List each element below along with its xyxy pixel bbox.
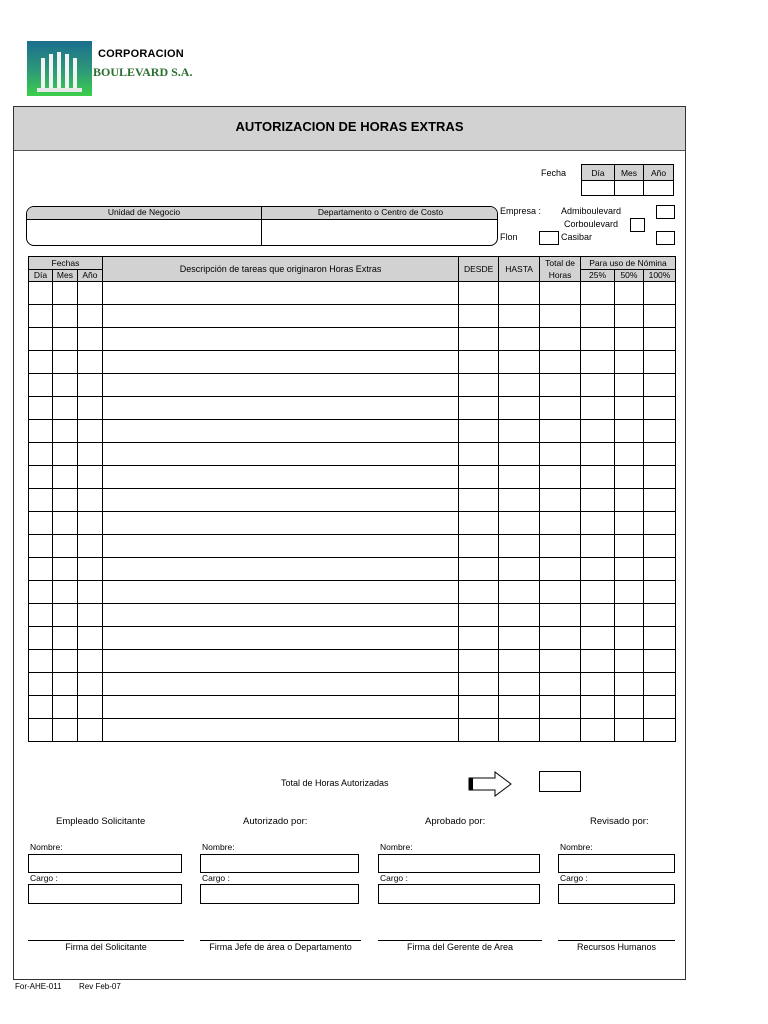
to-cell[interactable] xyxy=(499,420,540,443)
day-cell[interactable] xyxy=(29,282,53,305)
description-cell[interactable] xyxy=(102,581,458,604)
signature-line: Firma Jefe de área o Departamento xyxy=(200,940,361,952)
year-cell[interactable] xyxy=(77,673,102,696)
pct100-cell[interactable] xyxy=(643,719,675,742)
year-cell[interactable] xyxy=(77,305,102,328)
department-field[interactable] xyxy=(264,221,496,245)
pct100-cell[interactable] xyxy=(643,489,675,512)
pct50-cell[interactable] xyxy=(614,696,643,719)
table-row xyxy=(29,512,676,535)
total-cell[interactable] xyxy=(540,397,581,420)
total-cell[interactable] xyxy=(540,466,581,489)
total-cell[interactable] xyxy=(540,512,581,535)
day-cell[interactable] xyxy=(29,535,53,558)
total-cell[interactable] xyxy=(540,282,581,305)
name-label: Nombre: xyxy=(202,842,235,852)
position-field[interactable] xyxy=(558,884,675,904)
description-cell[interactable] xyxy=(102,489,458,512)
pct25-cell[interactable] xyxy=(581,305,615,328)
table-row xyxy=(29,489,676,512)
pct25-cell[interactable] xyxy=(581,673,615,696)
description-cell[interactable] xyxy=(102,627,458,650)
year-cell[interactable] xyxy=(77,443,102,466)
month-cell[interactable] xyxy=(52,650,77,673)
company-name-line2: BOULEVARD S.A. xyxy=(93,65,193,79)
pct100-cell[interactable] xyxy=(643,535,675,558)
description-cell[interactable] xyxy=(102,696,458,719)
table-row xyxy=(29,581,676,604)
month-cell[interactable] xyxy=(52,351,77,374)
year-cell[interactable] xyxy=(77,420,102,443)
signature-role: Aprobado por: xyxy=(425,816,486,827)
date-day-header: Día xyxy=(582,165,615,181)
pct100-cell[interactable] xyxy=(643,443,675,466)
pct25-cell[interactable] xyxy=(581,604,615,627)
day-cell[interactable] xyxy=(29,650,53,673)
description-cell[interactable] xyxy=(102,466,458,489)
total-cell[interactable] xyxy=(540,443,581,466)
day-cell[interactable] xyxy=(29,420,53,443)
month-cell[interactable] xyxy=(52,581,77,604)
table-row xyxy=(29,558,676,581)
pct100-cell[interactable] xyxy=(643,673,675,696)
day-cell[interactable] xyxy=(29,374,53,397)
description-header: Descripción de tareas que originaron Horas Extras xyxy=(102,257,458,282)
day-cell[interactable] xyxy=(29,627,53,650)
year-cell[interactable] xyxy=(77,374,102,397)
month-cell[interactable] xyxy=(52,374,77,397)
year-cell[interactable] xyxy=(77,512,102,535)
description-cell[interactable] xyxy=(102,305,458,328)
month-cell[interactable] xyxy=(52,443,77,466)
table-row xyxy=(29,650,676,673)
table-row xyxy=(29,420,676,443)
form-title: AUTORIZACION DE HORAS EXTRAS xyxy=(235,119,464,134)
description-cell[interactable] xyxy=(102,420,458,443)
pct50-cell[interactable] xyxy=(614,374,643,397)
pct25-cell[interactable] xyxy=(581,512,615,535)
month-cell[interactable] xyxy=(52,397,77,420)
to-cell[interactable] xyxy=(499,581,540,604)
to-header: HASTA xyxy=(499,257,540,282)
total-cell[interactable] xyxy=(540,627,581,650)
pct50-cell[interactable] xyxy=(614,719,643,742)
date-label: Fecha xyxy=(541,168,567,178)
pct25-cell[interactable] xyxy=(581,535,615,558)
total-cell[interactable] xyxy=(540,650,581,673)
admiboulevard-checkbox[interactable] xyxy=(656,205,675,219)
table-row xyxy=(29,604,676,627)
month-cell[interactable] xyxy=(52,282,77,305)
position-label: Cargo : xyxy=(560,873,588,883)
pct25-cell[interactable] xyxy=(581,696,615,719)
pct100-cell[interactable] xyxy=(643,627,675,650)
dates-header: Fechas xyxy=(29,257,103,270)
description-cell[interactable] xyxy=(102,535,458,558)
table-row xyxy=(29,282,676,305)
total-cell[interactable] xyxy=(540,374,581,397)
pct50-cell[interactable] xyxy=(614,282,643,305)
pct25-cell[interactable] xyxy=(581,282,615,305)
year-cell[interactable] xyxy=(77,719,102,742)
casibar-checkbox[interactable] xyxy=(656,231,675,245)
name-field[interactable] xyxy=(378,854,540,873)
day-cell[interactable] xyxy=(29,305,53,328)
corboulevard-checkbox[interactable] xyxy=(630,218,645,232)
pct50-cell[interactable] xyxy=(614,650,643,673)
pct50-cell[interactable] xyxy=(614,673,643,696)
from-cell[interactable] xyxy=(459,696,499,719)
business-unit-field[interactable] xyxy=(29,221,259,245)
total-cell[interactable] xyxy=(540,604,581,627)
description-cell[interactable] xyxy=(102,374,458,397)
day-cell[interactable] xyxy=(29,673,53,696)
table-row xyxy=(29,328,676,351)
pct50-cell[interactable] xyxy=(614,351,643,374)
pct25-cell[interactable] xyxy=(581,558,615,581)
description-cell[interactable] xyxy=(102,282,458,305)
day-cell[interactable] xyxy=(29,328,53,351)
to-cell[interactable] xyxy=(499,282,540,305)
month-cell[interactable] xyxy=(52,305,77,328)
flon-label: Flon xyxy=(500,232,518,242)
pct25-cell[interactable] xyxy=(581,351,615,374)
day-cell[interactable] xyxy=(29,696,53,719)
total-authorized-field[interactable] xyxy=(539,771,581,792)
from-cell[interactable] xyxy=(459,604,499,627)
total-cell[interactable] xyxy=(540,719,581,742)
to-cell[interactable] xyxy=(499,443,540,466)
pct50-cell[interactable] xyxy=(614,397,643,420)
pct25-cell[interactable] xyxy=(581,328,615,351)
pct100-cell[interactable] xyxy=(643,581,675,604)
payroll-header: Para uso de Nómina xyxy=(581,257,676,270)
day-cell[interactable] xyxy=(29,397,53,420)
description-cell[interactable] xyxy=(102,719,458,742)
description-cell[interactable] xyxy=(102,604,458,627)
description-cell[interactable] xyxy=(102,650,458,673)
description-cell[interactable] xyxy=(102,397,458,420)
month-cell[interactable] xyxy=(52,512,77,535)
total-cell[interactable] xyxy=(540,420,581,443)
to-cell[interactable] xyxy=(499,696,540,719)
table-row xyxy=(29,673,676,696)
pct25-cell[interactable] xyxy=(581,489,615,512)
name-field[interactable] xyxy=(200,854,359,873)
year-cell[interactable] xyxy=(77,489,102,512)
pct25-header: 25% xyxy=(581,269,615,282)
to-cell[interactable] xyxy=(499,558,540,581)
date-year-field[interactable] xyxy=(644,181,674,196)
month-cell[interactable] xyxy=(52,558,77,581)
day-cell[interactable] xyxy=(29,443,53,466)
pct100-cell[interactable] xyxy=(643,374,675,397)
day-cell[interactable] xyxy=(29,489,53,512)
from-cell[interactable] xyxy=(459,535,499,558)
from-cell[interactable] xyxy=(459,627,499,650)
from-cell[interactable] xyxy=(459,719,499,742)
month-cell[interactable] xyxy=(52,420,77,443)
name-field[interactable] xyxy=(558,854,675,873)
pct50-cell[interactable] xyxy=(614,420,643,443)
pct25-cell[interactable] xyxy=(581,466,615,489)
pct25-cell[interactable] xyxy=(581,397,615,420)
table-row xyxy=(29,627,676,650)
to-cell[interactable] xyxy=(499,673,540,696)
date-table xyxy=(581,164,674,196)
month-cell[interactable] xyxy=(52,627,77,650)
date-month-header: Mes xyxy=(615,165,644,181)
total-hours-header xyxy=(540,257,581,282)
total-cell[interactable] xyxy=(540,351,581,374)
to-cell[interactable] xyxy=(499,489,540,512)
pct25-cell[interactable] xyxy=(581,581,615,604)
position-label: Cargo : xyxy=(30,873,58,883)
signature-role: Revisado por: xyxy=(590,816,649,827)
company-option-corboulevard: Corboulevard xyxy=(564,219,619,229)
day-cell[interactable] xyxy=(29,558,53,581)
from-cell[interactable] xyxy=(459,420,499,443)
year-cell[interactable] xyxy=(77,328,102,351)
table-row xyxy=(29,443,676,466)
pct25-cell[interactable] xyxy=(581,374,615,397)
pct100-cell[interactable] xyxy=(643,466,675,489)
from-cell[interactable] xyxy=(459,374,499,397)
form-code: For-AHE-011 xyxy=(15,982,62,991)
year-cell[interactable] xyxy=(77,351,102,374)
from-cell[interactable] xyxy=(459,351,499,374)
pct50-cell[interactable] xyxy=(614,535,643,558)
department-header: Departamento o Centro de Costo xyxy=(317,207,444,217)
description-cell[interactable] xyxy=(102,443,458,466)
description-cell[interactable] xyxy=(102,512,458,535)
to-cell[interactable] xyxy=(499,397,540,420)
to-cell[interactable] xyxy=(499,512,540,535)
position-label: Cargo : xyxy=(380,873,408,883)
pct50-cell[interactable] xyxy=(614,512,643,535)
to-cell[interactable] xyxy=(499,351,540,374)
from-cell[interactable] xyxy=(459,489,499,512)
company-logo xyxy=(27,41,92,96)
form-revision: Rev Feb-07 xyxy=(79,982,121,991)
month-cell[interactable] xyxy=(52,328,77,351)
pct50-cell[interactable] xyxy=(614,466,643,489)
from-cell[interactable] xyxy=(459,328,499,351)
company-option-casibar: Casibar xyxy=(561,232,593,242)
table-row xyxy=(29,535,676,558)
table-row xyxy=(29,351,676,374)
company-label: Empresa : xyxy=(500,206,542,216)
pct100-cell[interactable] xyxy=(643,558,675,581)
pct50-header: 50% xyxy=(614,269,643,282)
pct50-cell[interactable] xyxy=(614,443,643,466)
pct100-header: 100% xyxy=(643,269,675,282)
to-cell[interactable] xyxy=(499,650,540,673)
day-cell[interactable] xyxy=(29,351,53,374)
position-label: Cargo : xyxy=(202,873,230,883)
signature-line: Recursos Humanos xyxy=(558,940,675,952)
total-cell[interactable] xyxy=(540,581,581,604)
pct100-cell[interactable] xyxy=(643,512,675,535)
date-year-header: Año xyxy=(644,165,674,181)
pct100-cell[interactable] xyxy=(643,305,675,328)
year-header: Año xyxy=(77,269,102,282)
pct100-cell[interactable] xyxy=(643,282,675,305)
from-cell[interactable] xyxy=(459,397,499,420)
total-hours-header-line1: Total de xyxy=(545,258,575,268)
total-cell[interactable] xyxy=(540,696,581,719)
pct100-cell[interactable] xyxy=(643,696,675,719)
year-cell[interactable] xyxy=(77,650,102,673)
from-cell[interactable] xyxy=(459,558,499,581)
total-cell[interactable] xyxy=(540,489,581,512)
pct100-cell[interactable] xyxy=(643,351,675,374)
to-cell[interactable] xyxy=(499,328,540,351)
day-cell[interactable] xyxy=(29,512,53,535)
month-cell[interactable] xyxy=(52,719,77,742)
pct100-cell[interactable] xyxy=(643,604,675,627)
month-cell[interactable] xyxy=(52,673,77,696)
from-cell[interactable] xyxy=(459,443,499,466)
pct25-cell[interactable] xyxy=(581,627,615,650)
total-cell[interactable] xyxy=(540,558,581,581)
to-cell[interactable] xyxy=(499,374,540,397)
from-cell[interactable] xyxy=(459,282,499,305)
name-label: Nombre: xyxy=(380,842,413,852)
month-cell[interactable] xyxy=(52,604,77,627)
unit-department-box xyxy=(26,206,498,246)
table-row xyxy=(29,397,676,420)
day-cell[interactable] xyxy=(29,466,53,489)
from-cell[interactable] xyxy=(459,466,499,489)
date-month-field[interactable] xyxy=(615,181,644,196)
position-field[interactable] xyxy=(200,884,359,904)
pct50-cell[interactable] xyxy=(614,627,643,650)
from-header: DESDE xyxy=(459,257,499,282)
year-cell[interactable] xyxy=(77,581,102,604)
pct25-cell[interactable] xyxy=(581,420,615,443)
to-cell[interactable] xyxy=(499,466,540,489)
description-cell[interactable] xyxy=(102,558,458,581)
to-cell[interactable] xyxy=(499,305,540,328)
table-row xyxy=(29,696,676,719)
business-unit-header: Unidad de Negocio xyxy=(107,207,181,217)
signature-role: Empleado Solicitante xyxy=(56,816,146,827)
month-cell[interactable] xyxy=(52,489,77,512)
year-cell[interactable] xyxy=(77,466,102,489)
company-name-line1: CORPORACION xyxy=(98,48,184,60)
month-cell[interactable] xyxy=(52,696,77,719)
table-row xyxy=(29,374,676,397)
total-authorized-label: Total de Horas Autorizadas xyxy=(281,778,389,788)
pct50-cell[interactable] xyxy=(614,489,643,512)
year-cell[interactable] xyxy=(77,282,102,305)
company-option-admiboulevard: Admiboulevard xyxy=(561,206,622,216)
year-cell[interactable] xyxy=(77,535,102,558)
from-cell[interactable] xyxy=(459,305,499,328)
pct25-cell[interactable] xyxy=(581,650,615,673)
day-cell[interactable] xyxy=(29,604,53,627)
day-cell[interactable] xyxy=(29,719,53,742)
flon-checkbox[interactable] xyxy=(539,231,559,245)
name-field[interactable] xyxy=(28,854,182,873)
total-cell[interactable] xyxy=(540,673,581,696)
pct50-cell[interactable] xyxy=(614,328,643,351)
total-cell[interactable] xyxy=(540,535,581,558)
year-cell[interactable] xyxy=(77,696,102,719)
position-field[interactable] xyxy=(28,884,182,904)
description-cell[interactable] xyxy=(102,351,458,374)
pct50-cell[interactable] xyxy=(614,581,643,604)
pct100-cell[interactable] xyxy=(643,650,675,673)
day-cell[interactable] xyxy=(29,581,53,604)
signature-line: Firma del Gerente de Area xyxy=(378,940,542,952)
to-cell[interactable] xyxy=(499,627,540,650)
table-row xyxy=(29,719,676,742)
table-row xyxy=(29,305,676,328)
year-cell[interactable] xyxy=(77,604,102,627)
description-cell[interactable] xyxy=(102,328,458,351)
position-field[interactable] xyxy=(378,884,540,904)
month-header: Mes xyxy=(52,269,77,282)
to-cell[interactable] xyxy=(499,604,540,627)
year-cell[interactable] xyxy=(77,397,102,420)
pct50-cell[interactable] xyxy=(614,305,643,328)
from-cell[interactable] xyxy=(459,581,499,604)
name-label: Nombre: xyxy=(30,842,63,852)
signature-role: Autorizado por: xyxy=(243,816,308,827)
pct50-cell[interactable] xyxy=(614,604,643,627)
year-cell[interactable] xyxy=(77,558,102,581)
pct50-cell[interactable] xyxy=(614,558,643,581)
description-cell[interactable] xyxy=(102,673,458,696)
to-cell[interactable] xyxy=(499,719,540,742)
overtime-table xyxy=(28,256,676,742)
pct25-cell[interactable] xyxy=(581,443,615,466)
name-label: Nombre: xyxy=(560,842,593,852)
year-cell[interactable] xyxy=(77,627,102,650)
date-day-field[interactable] xyxy=(582,181,615,196)
pct25-cell[interactable] xyxy=(581,719,615,742)
pct100-cell[interactable] xyxy=(643,328,675,351)
table-row xyxy=(29,466,676,489)
day-header: Día xyxy=(29,269,53,282)
total-cell[interactable] xyxy=(540,305,581,328)
total-cell[interactable] xyxy=(540,328,581,351)
to-cell[interactable] xyxy=(499,535,540,558)
total-hours-header-line2: Horas xyxy=(548,270,572,280)
month-cell[interactable] xyxy=(52,535,77,558)
arrow-right-icon xyxy=(467,770,513,798)
month-cell[interactable] xyxy=(52,466,77,489)
from-cell[interactable] xyxy=(459,673,499,696)
signature-line: Firma del Solicitante xyxy=(28,940,184,952)
from-cell[interactable] xyxy=(459,650,499,673)
pct100-cell[interactable] xyxy=(643,420,675,443)
from-cell[interactable] xyxy=(459,512,499,535)
pct100-cell[interactable] xyxy=(643,397,675,420)
